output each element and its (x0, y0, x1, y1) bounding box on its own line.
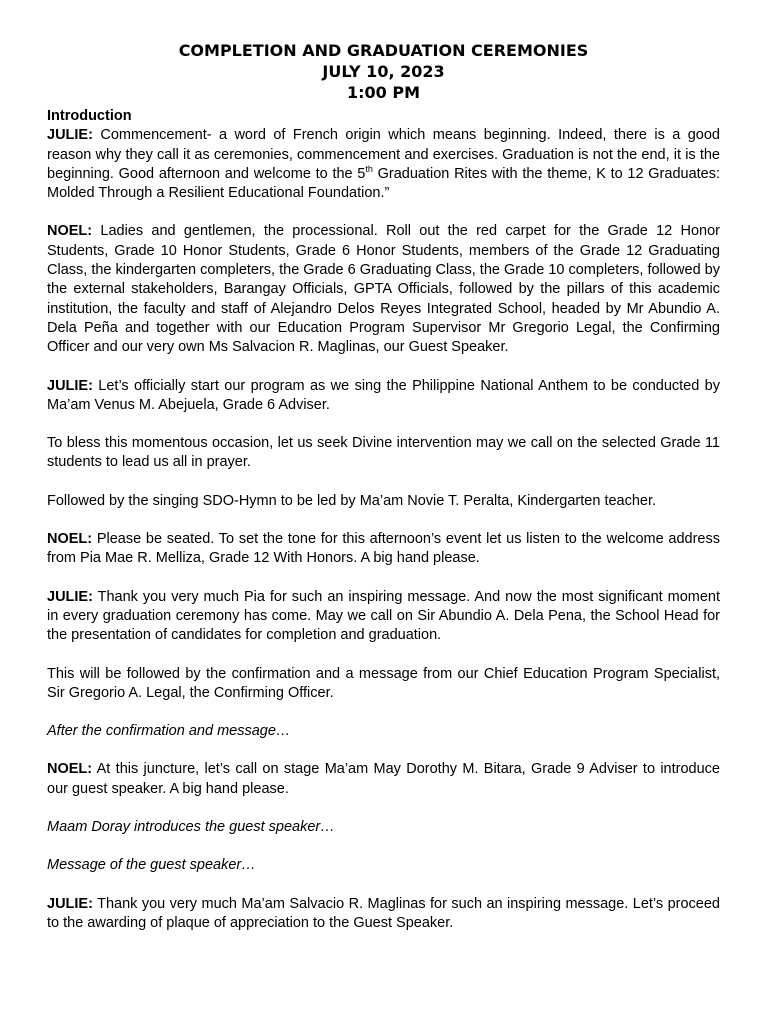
paragraph-8: This will be followed by the confirmation and a message from our Chief Education Program Specialist, Sir Gregorio A. Legal, the Confirming Officer. (47, 665, 720, 701)
paragraph-2 (47, 222, 720, 357)
paragraph-5: Followed by the singing SDO-Hymn to be led by Ma’am Novie T. Peralta, Kindergarten teacher. (47, 492, 657, 509)
paragraph-text: Please be seated. To set the tone for this afternoon’s event let us listen to the welcome address from Pia Mae R. Melliza, Grade 12 With Honors. A big hand please. (47, 531, 720, 567)
speaker-label: JULIE: (47, 377, 93, 394)
paragraph-text: Graduation Rites with the theme, K to 12 Graduates: Molded Through a Resilient Educational Foundation.” (47, 165, 721, 202)
document-page (47, 40, 720, 933)
section-heading: Introduction (47, 108, 132, 124)
title-block (47, 40, 720, 103)
event-date: JULY 10, 2023 (322, 62, 445, 81)
speaker-label: NOEL: (47, 223, 93, 240)
paragraph-13 (47, 895, 720, 934)
paragraph-text: Ladies and gentlemen, the processional. Roll out the red carpet for the Grade 12 Honor Students, Grade 10 Honor Students, Grade 6 Honor Students, members of the Grade 12 Graduating Class, the kindergarten completers, the Grade 6 Graduating Class, the Grade 10 completers, followed by the external stakeholders, Barangay Officials, GPTA Officials, followed by the pillars of this academic institution, the faculty and staff of Alejandro Delos Reyes Integrated School, headed by Mr Abundio A. Dela Peña and together with our Education Program Supervisor Mr Gregorio Legal, the Confirming Officer and our very own Ms Salvacion R. Maglinas, our Guest Speaker. (47, 223, 720, 356)
paragraph-4: To bless this momentous occasion, let us seek Divine intervention may we call on the selected Grade 11 students to lead us all in prayer. (47, 435, 720, 471)
speaker-label: JULIE: (47, 588, 93, 605)
stage-note-3: Message of the guest speaker… (47, 857, 256, 874)
document-title: COMPLETION AND GRADUATION CEREMONIES (178, 41, 589, 60)
paragraph-1 (47, 126, 720, 203)
paragraph-text: Thank you very much Ma’am Salvacio R. Maglinas for such an inspiring message. Let’s proceed to the awarding of plaque of appreciation to the Guest Speaker. (47, 895, 720, 931)
stage-note-1: After the confirmation and message… (47, 723, 291, 740)
paragraph-text: Thank you very much Pia for such an inspiring message. And now the most significant moment in every graduation ceremony has come. May we call on Sir Abundio A. Dela Pena, the School Head for the presentation of candidates for completion and graduation. (47, 588, 720, 644)
paragraph-6 (47, 530, 720, 569)
paragraph-text: At this juncture, let’s call on stage Ma’am May Dorothy M. Bitara, Grade 9 Adviser to introduce our guest speaker. A big hand please. (47, 761, 720, 797)
paragraph-text: Let’s officially start our program as we sing the Philippine National Anthem to be conducted by Ma’am Venus M. Abejuela, Grade 6 Adviser. (47, 377, 720, 413)
speaker-label: NOEL: (47, 761, 93, 778)
ordinal-suffix: th (365, 164, 373, 175)
paragraph-7 (47, 588, 720, 646)
event-time: 1:00 PM (346, 83, 420, 102)
paragraph-10 (47, 760, 720, 799)
speaker-label: JULIE: (47, 895, 93, 912)
speaker-label: JULIE: (47, 127, 93, 144)
paragraph-text: Commencement- a word of French origin which means beginning. Indeed, there is a good reason why they call it as ceremonies, commencement and exercises. Graduation is not the end, it is the beginning. Good afternoon and welcome to the 5 (47, 127, 720, 182)
paragraph-3 (47, 377, 720, 416)
stage-note-2: Maam Doray introduces the guest speaker… (47, 819, 335, 836)
speaker-label: NOEL: (47, 531, 93, 548)
